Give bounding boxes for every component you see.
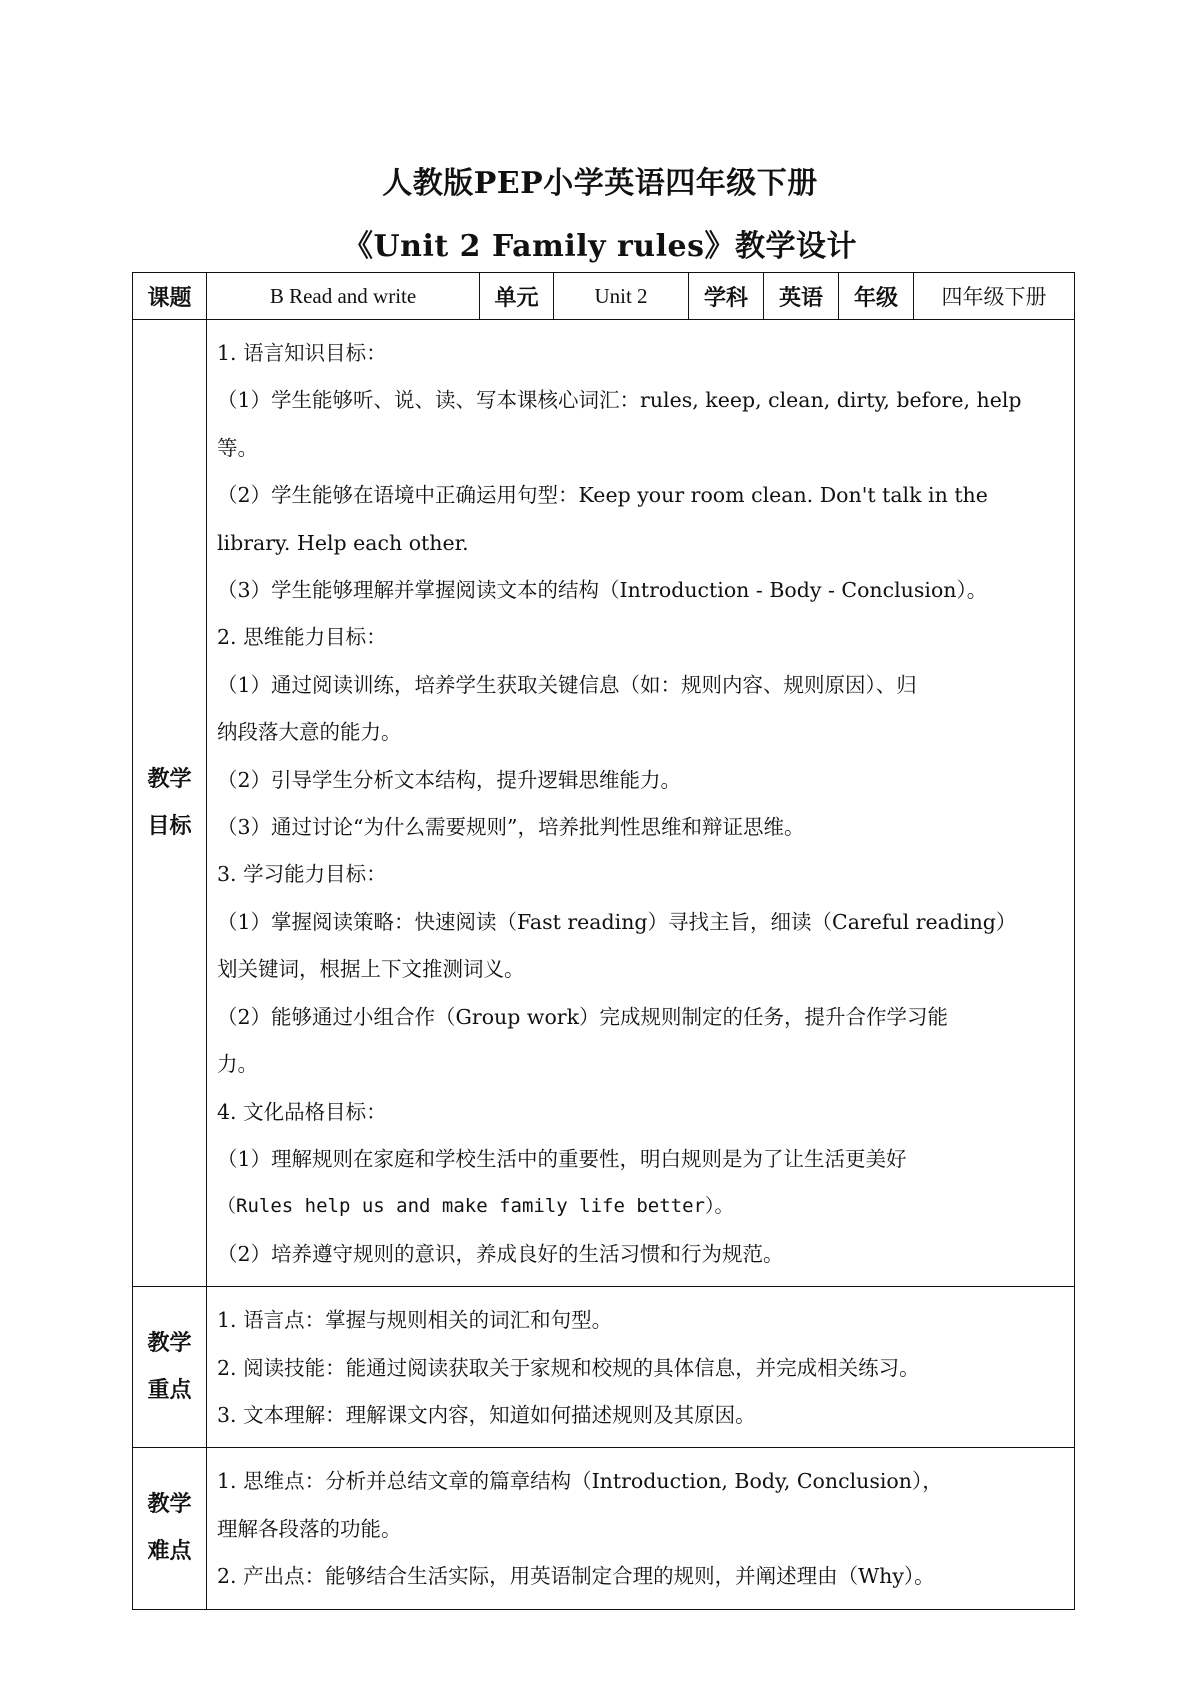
objectives-row bbox=[133, 320, 1075, 1287]
objectives-line: （2）引导学生分析文本结构，提升逻辑思维能力。 bbox=[217, 767, 682, 792]
objectives-label bbox=[133, 320, 207, 1287]
key-points-content bbox=[207, 1287, 1075, 1448]
unit-label: 单元 bbox=[480, 273, 554, 320]
grade-label: 年级 bbox=[839, 273, 914, 320]
key-points-line: 3. 文本理解：理解课文内容，知道如何描述规则及其原因。 bbox=[217, 1402, 756, 1427]
key-points-label-line1: 教学 bbox=[147, 1330, 192, 1357]
subject-value: 英语 bbox=[764, 273, 839, 320]
objectives-line: （Rules help us and make family life better）。 bbox=[217, 1195, 734, 1218]
topic-label: 课题 bbox=[133, 273, 207, 320]
objectives-line: 划关键词，根据上下文推测词义。 bbox=[217, 957, 525, 982]
key-points-label bbox=[133, 1287, 207, 1448]
objectives-line: 纳段落大意的能力。 bbox=[217, 720, 402, 745]
difficulties-line: 1. 思维点：分析并总结文章的篇章结构（Introduction, Body, Conclusion）， bbox=[217, 1469, 943, 1494]
objectives-line: library. Help each other. bbox=[217, 530, 469, 555]
key-points-line: 1. 语言点：掌握与规则相关的词汇和句型。 bbox=[217, 1308, 613, 1333]
objectives-line: （3）通过讨论“为什么需要规则”，培养批判性思维和辩证思维。 bbox=[217, 815, 805, 840]
subject-label: 学科 bbox=[689, 273, 764, 320]
unit-value: Unit 2 bbox=[554, 273, 689, 320]
objectives-line: （1）理解规则在家庭和学校生活中的重要性，明白规则是为了让生活更美好 bbox=[217, 1146, 907, 1171]
header-row bbox=[133, 273, 1075, 320]
difficulties-line: 2. 产出点：能够结合生活实际，用英语制定合理的规则，并阐述理由（Why）。 bbox=[217, 1564, 935, 1589]
objectives-line: （2）学生能够在语境中正确运用句型：Keep your room clean. Don't talk in the bbox=[217, 483, 988, 508]
objectives-line: （2）能够通过小组合作（Group work）完成规则制定的任务，提升合作学习能 bbox=[217, 1004, 949, 1029]
difficulties-line: 理解各段落的功能。 bbox=[217, 1516, 402, 1541]
objectives-line: 2. 思维能力目标： bbox=[217, 625, 387, 650]
difficulties-label bbox=[133, 1448, 207, 1609]
key-points-row bbox=[133, 1287, 1075, 1448]
objectives-line: 3. 学习能力目标： bbox=[217, 862, 387, 887]
key-points-label-line2: 重点 bbox=[147, 1377, 192, 1404]
objectives-label-line2: 目标 bbox=[147, 813, 192, 840]
objectives-line: （2）培养遵守规则的意识，养成良好的生活习惯和行为规范。 bbox=[217, 1241, 784, 1266]
objectives-content bbox=[207, 320, 1075, 1287]
objectives-line: （1）掌握阅读策略：快速阅读（Fast reading）寻找主旨，细读（Careful reading） bbox=[217, 909, 1017, 934]
objectives-line: 等。 bbox=[217, 435, 258, 460]
difficulties-row bbox=[133, 1448, 1075, 1609]
lesson-plan-table bbox=[132, 272, 1075, 1610]
key-points-line: 2. 阅读技能：能通过阅读获取关于家规和校规的具体信息，并完成相关练习。 bbox=[217, 1355, 920, 1380]
difficulties-content bbox=[207, 1448, 1075, 1609]
objectives-line: （3）学生能够理解并掌握阅读文本的结构（Introduction - Body - Conclusion）。 bbox=[217, 578, 988, 603]
document-subtitle: 《Unit 2 Family rules》教学设计 bbox=[343, 229, 857, 264]
objectives-line: （1）通过阅读训练，培养学生获取关键信息（如：规则内容、规则原因）、归 bbox=[217, 672, 917, 697]
difficulties-label-line2: 难点 bbox=[147, 1538, 192, 1565]
objectives-line: 4. 文化品格目标： bbox=[217, 1099, 387, 1124]
grade-value: 四年级下册 bbox=[914, 273, 1075, 320]
objectives-line: 1. 语言知识目标： bbox=[217, 341, 387, 365]
objectives-line: 力。 bbox=[217, 1052, 258, 1077]
document-title: 人教版PEP小学英语四年级下册 bbox=[382, 166, 818, 201]
objectives-label-line1: 教学 bbox=[147, 766, 192, 793]
objectives-line: （1）学生能够听、说、读、写本课核心词汇：rules, keep, clean, dirty, before, help bbox=[217, 388, 1022, 413]
topic-value: B Read and write bbox=[207, 273, 480, 320]
difficulties-label-line1: 教学 bbox=[147, 1491, 192, 1518]
